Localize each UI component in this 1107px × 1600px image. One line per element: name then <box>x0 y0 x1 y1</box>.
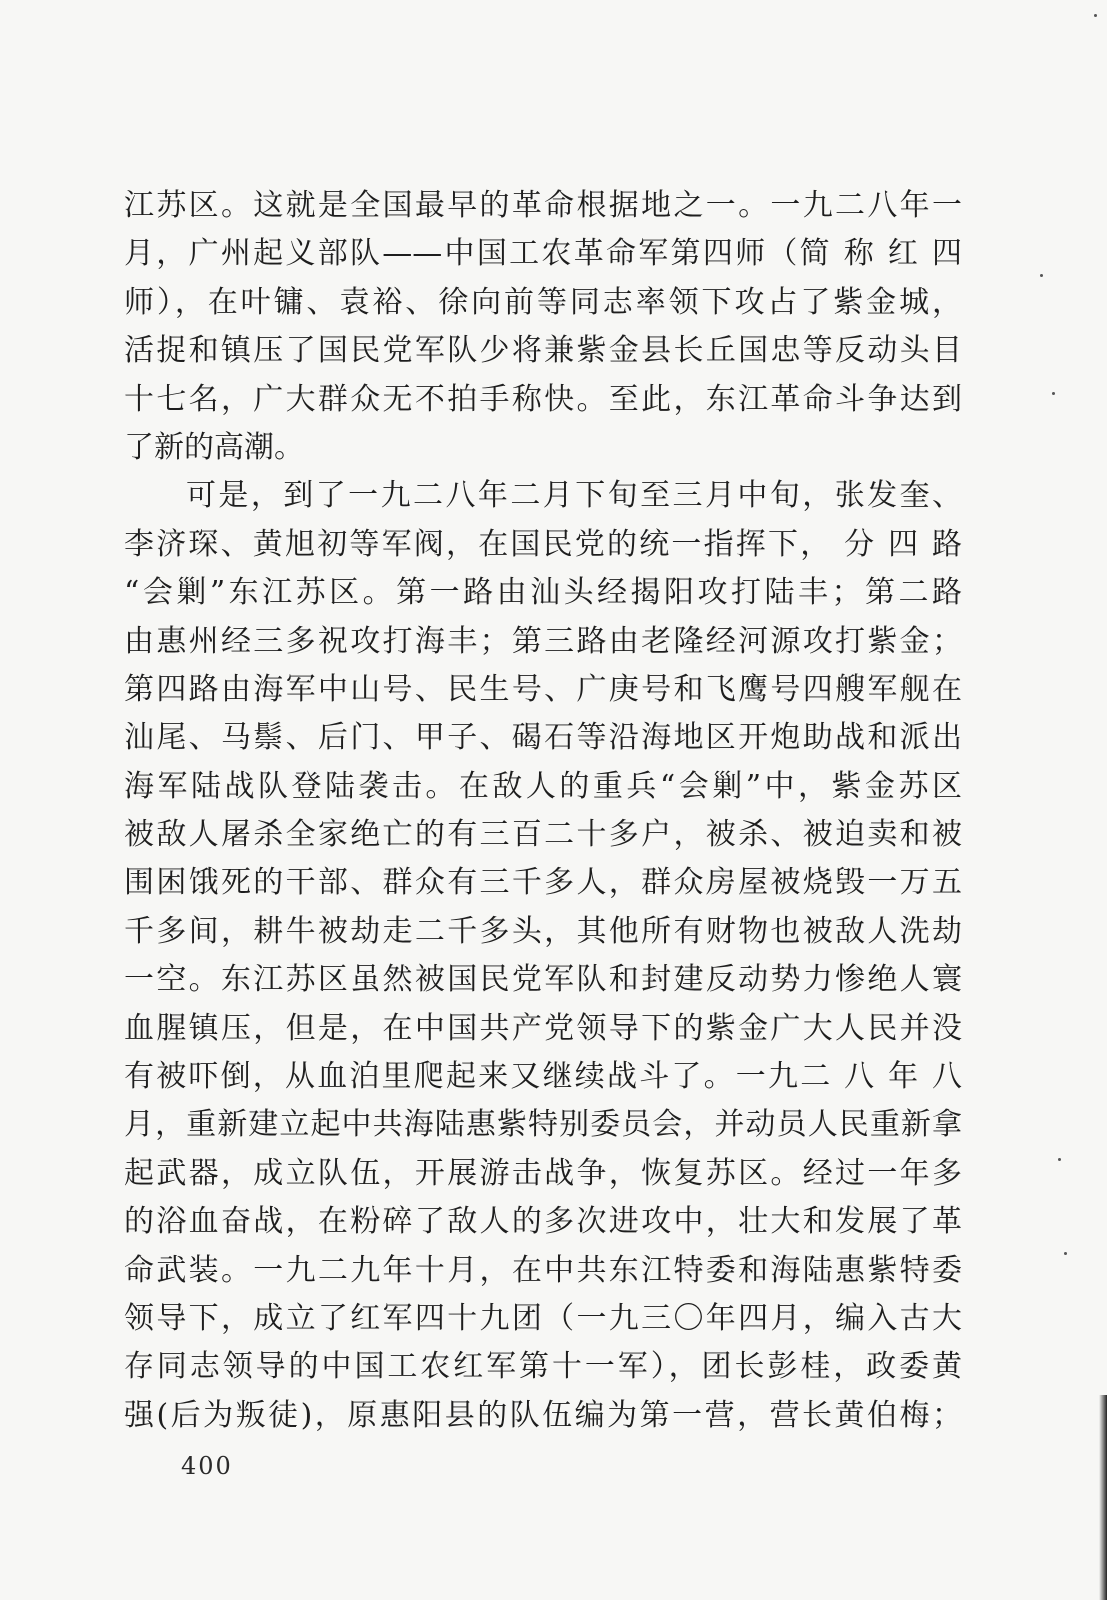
text-line: 了新的高潮。 <box>124 429 304 465</box>
text-line: 围困饿死的干部、群众有三千多人，群众房屋被烧毁一万五 <box>124 865 962 901</box>
text-line: 领导下，成立了红军四十九团（一九三〇年四月，编入古大 <box>124 1300 962 1336</box>
text-line: 第四路由海军中山号、民生号、广庚号和飞鹰号四艘军舰在 <box>124 671 962 707</box>
text-line: 海军陆战队登陆袭击。在敌人的重兵“会剿”中，紫金苏区 <box>124 768 962 804</box>
text-line: 存同志领导的中国工农红军第十一军），团长彭桂，政委黄 <box>124 1349 962 1385</box>
text-line: 汕尾、马鬃、后门、甲子、碣石等沿海地区开炮助战和派出 <box>124 720 962 756</box>
text-line: 李济琛、黄旭初等军阀，在国民党的统一指挥下， 分 四 路 <box>124 526 962 562</box>
text-line: 月，广州起义部队——中国工农革命军第四师（简 称 红 四 <box>124 236 962 272</box>
text-line: “会剿”东江苏区。第一路由汕头经揭阳攻打陆丰；第二路 <box>124 575 962 611</box>
scan-edge-shadow <box>1099 1395 1107 1600</box>
text-line: 的浴血奋战，在粉碎了敌人的多次进攻中，壮大和发展了革 <box>124 1204 962 1240</box>
body-text <box>124 182 962 1440</box>
text-line: 由惠州经三多祝攻打海丰；第三路由老隆经河源攻打紫金； <box>124 623 962 659</box>
text-line: 活捉和镇压了国民党军队少将兼紫金县长丘国忠等反动头目 <box>124 333 962 369</box>
scan-speck <box>1040 274 1043 277</box>
scan-speck <box>1052 392 1055 395</box>
scan-speck <box>1094 14 1097 17</box>
text-line: 千多间，耕牛被劫走二千多头，其他所有财物也被敌人洗劫 <box>124 913 962 949</box>
scan-speck <box>1064 1252 1067 1255</box>
page-number: 400 <box>181 1452 233 1480</box>
text-line: 十七名，广大群众无不拍手称快。至此，东江革命斗争达到 <box>124 381 962 417</box>
text-line: 月，重新建立起中共海陆惠紫特别委员会，并动员人民重新拿 <box>124 1107 962 1143</box>
text-line: 师），在叶镛、袁裕、徐向前等同志率领下攻占了紫金城， <box>124 284 962 320</box>
text-line: 一空。东江苏区虽然被国民党军队和封建反动势力惨绝人寰 <box>124 962 962 998</box>
text-line: 血腥镇压，但是，在中国共产党领导下的紫金广大人民并没 <box>124 1010 962 1046</box>
text-line: 起武器，成立队伍，开展游击战争，恢复苏区。经过一年多 <box>124 1155 962 1191</box>
text-line: 命武装。一九二九年十月，在中共东江特委和海陆惠紫特委 <box>124 1252 962 1288</box>
text-line: 被敌人屠杀全家绝亡的有三百二十多户，被杀、被迫卖和被 <box>124 817 962 853</box>
text-line: 有被吓倒，从血泊里爬起来又继续战斗了。一九二 八 年 八 <box>124 1059 962 1095</box>
text-line: 强(后为叛徒)，原惠阳县的队伍编为第一营，营长黄伯梅； <box>124 1397 962 1433</box>
scan-speck <box>1058 1158 1061 1161</box>
text-line: 可是，到了一九二八年二月下旬至三月中旬，张发奎、 <box>186 478 962 514</box>
text-line: 江苏区。这就是全国最早的革命根据地之一。一九二八年一 <box>124 188 962 223</box>
